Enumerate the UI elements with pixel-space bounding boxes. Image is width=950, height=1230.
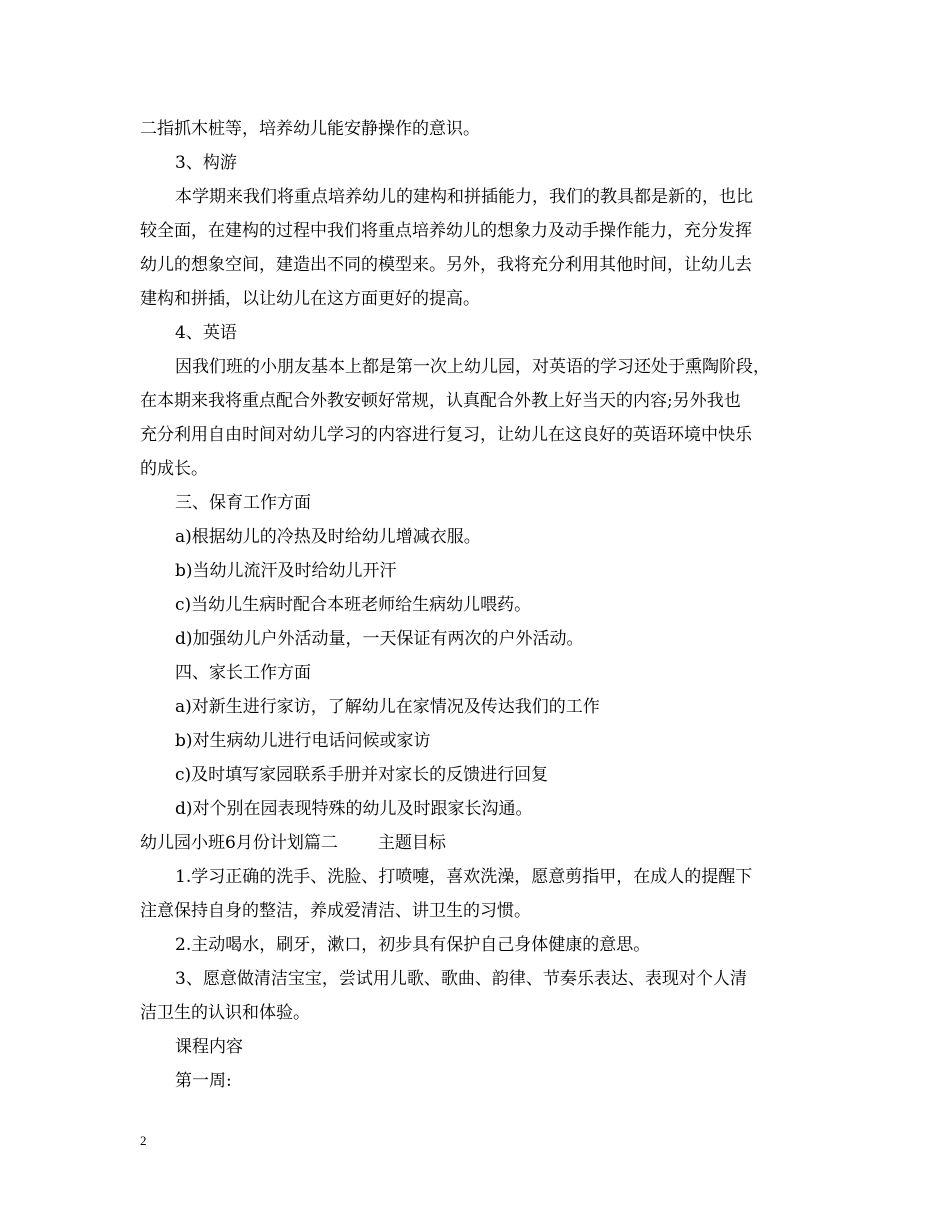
paragraph-line: 洁卫生的认识和体验。 (140, 1003, 310, 1023)
list-item: b)当幼儿流汗及时给幼儿开汗 (175, 561, 397, 581)
paragraph-line: 的成长。 (140, 459, 208, 479)
list-item: d)对个别在园表现特殊的幼儿及时跟家长沟通。 (175, 799, 533, 819)
list-item: c)及时填写家园联系手册并对家长的反馈进行回复 (175, 765, 549, 785)
paragraph-line: 本学期来我们将重点培养幼儿的建构和拼插能力，我们的教具都是新的，也比 (175, 187, 753, 207)
section-heading: 三、保育工作方面 (175, 493, 311, 513)
paragraph-line: 充分利用自由时间对幼儿学习的内容进行复习，让幼儿在这良好的英语环境中快乐 (140, 425, 752, 445)
paragraph-line: 因我们班的小朋友基本上都是第一次上幼儿园，对英语的学习还处于熏陶阶段， (175, 357, 770, 377)
paragraph-line: 2.主动喝水，刷牙，漱口，初步具有保护自己身体健康的意思。 (175, 935, 651, 955)
paragraph-line: 在本期来我将重点配合外教安顿好常规，认真配合外教上好当天的内容;另外我也 (140, 391, 741, 411)
paragraph-line: 建构和拼插，以让幼儿在这方面更好的提高。 (140, 289, 480, 309)
article-subtitle: 主题目标 (377, 833, 446, 853)
section-heading: 课程内容 (175, 1037, 243, 1057)
list-item: c)当幼儿生病时配合本班老师给生病幼儿喂药。 (175, 595, 532, 615)
section-heading: 3、构游 (175, 153, 237, 173)
article-title: 幼儿园小班6月份计划篇二 (140, 833, 338, 853)
article-heading (140, 826, 446, 860)
paragraph-line: 较全面，在建构的过程中我们将重点培养幼儿的想象力及动手操作能力，充分发挥 (140, 221, 752, 241)
list-item: a)对新生进行家访，了解幼儿在家情况及传达我们的工作 (175, 697, 600, 717)
paragraph-line: 二指抓木桩等，培养幼儿能安静操作的意识。 (140, 119, 480, 139)
list-item: b)对生病幼儿进行电话问候或家访 (175, 731, 431, 751)
page-number: 2 (140, 1133, 147, 1148)
list-item: d)加强幼儿户外活动量，一天保证有两次的户外活动。 (175, 629, 584, 649)
section-heading: 4、英语 (175, 323, 237, 343)
paragraph-line: 幼儿的想象空间，建造出不同的模型来。另外，我将充分利用其他时间，让幼儿去 (140, 255, 752, 275)
section-heading: 第一周: (175, 1071, 232, 1091)
list-item: a)根据幼儿的冷热及时给幼儿增减衣服。 (175, 527, 481, 547)
paragraph-line: 3、愿意做清洁宝宝，尝试用儿歌、歌曲、韵律、节奏乐表达、表现对个人清 (175, 969, 747, 989)
section-heading: 四、家长工作方面 (175, 663, 311, 683)
paragraph-line: 1.学习正确的洗手、洗脸、打喷嚏，喜欢洗澡，愿意剪指甲，在成人的提醒下 (175, 867, 753, 887)
paragraph-line: 注意保持自身的整洁，养成爱清洁、讲卫生的习惯。 (140, 901, 531, 921)
